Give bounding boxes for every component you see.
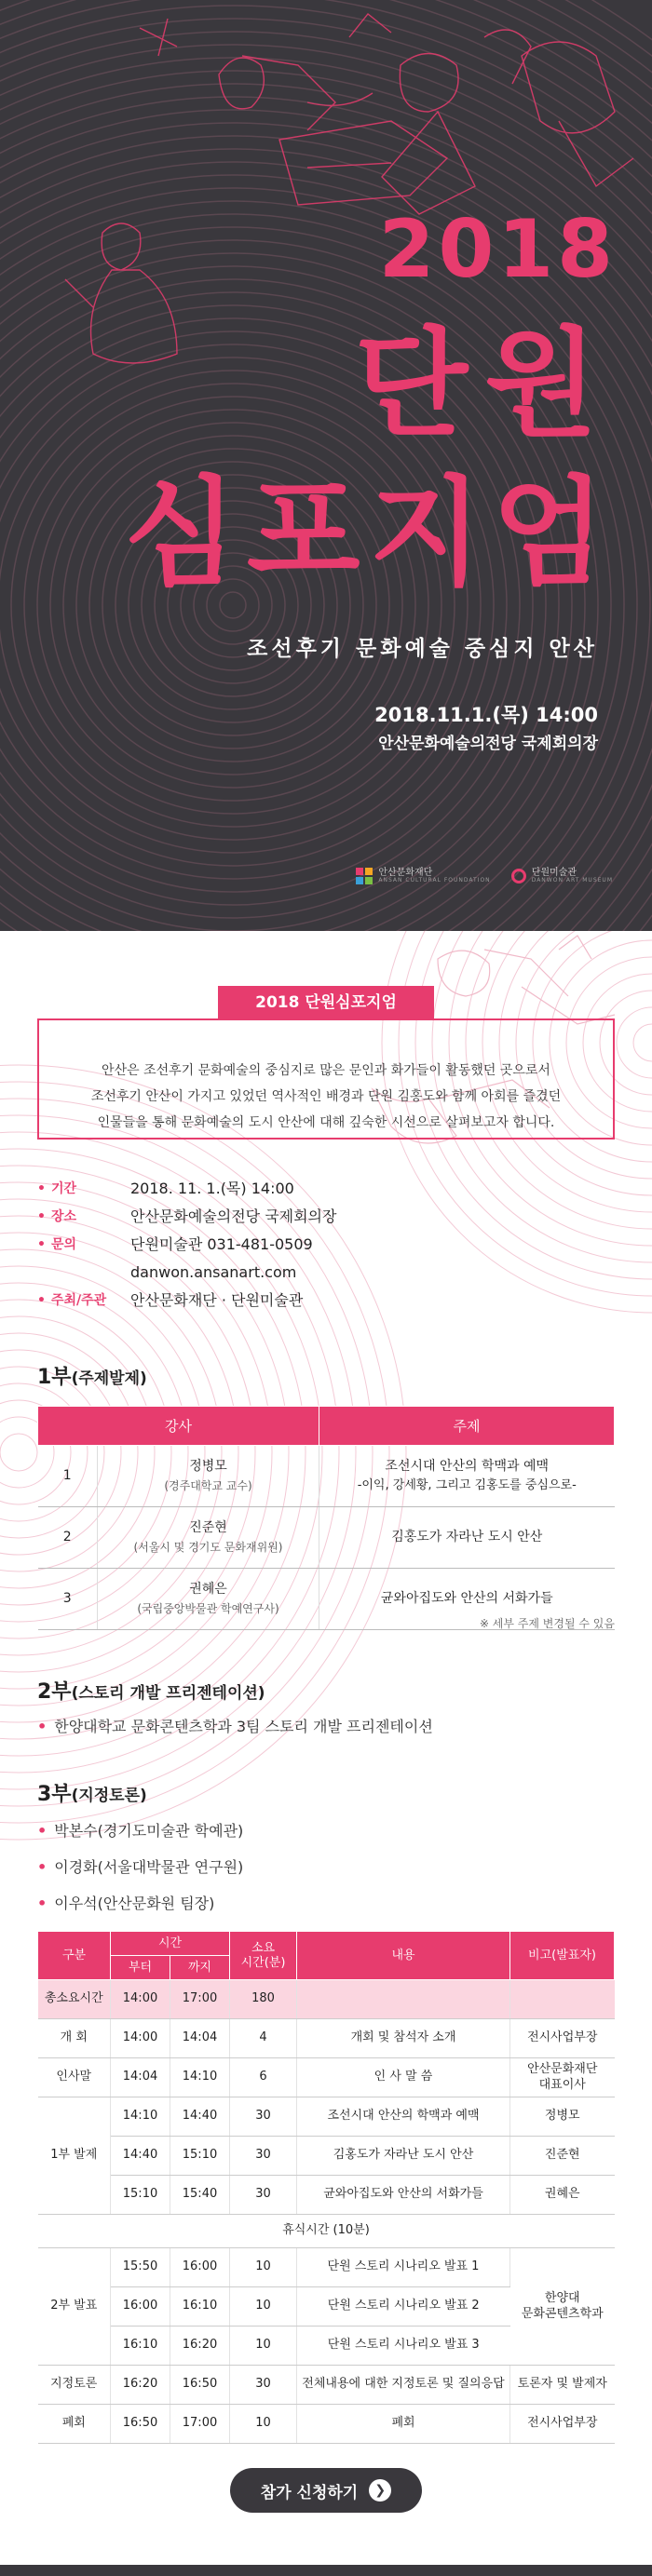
- bullet-icon: •: [37, 1718, 48, 1735]
- bullet-icon: •: [37, 1209, 46, 1224]
- note-line1: 한양대: [544, 2290, 580, 2305]
- col-topic: 주제: [319, 1407, 615, 1446]
- cell: 16:20: [170, 2326, 230, 2366]
- cell: 균와아집도와 안산의 서화가들: [297, 2176, 510, 2215]
- cell: [510, 2058, 615, 2097]
- cell: 14:10: [170, 2058, 230, 2097]
- topic: 조선시대 안산의 학맥과 예맥: [385, 1459, 550, 1475]
- topic-sub: -이익, 강세황, 그리고 김홍도를 중심으로-: [357, 1478, 577, 1493]
- intro-line2: 조선후기 안산이 가지고 있었던 역사적인 배경과 단원 김홍도와 함께 아회를 즐겼던: [90, 1089, 562, 1104]
- hero-venue: 안산문화예술의전당 국제회의장: [378, 735, 598, 753]
- info-row-website: [37, 1259, 615, 1287]
- cell: 10: [230, 2287, 297, 2326]
- cell: 전시사업부장: [510, 2019, 615, 2058]
- part1-table: [37, 1406, 615, 1630]
- intro-title: 2018 단원심포지엄: [218, 986, 434, 1019]
- cell: 15:40: [170, 2176, 230, 2215]
- cell: 폐회: [38, 2405, 111, 2444]
- info-value-date: 2018. 11. 1.(목) 14:00: [130, 1180, 294, 1197]
- table-row: [38, 2405, 615, 2444]
- cell: 17:00: [170, 1980, 230, 2019]
- part3-subtitle: (지정토론): [71, 1787, 147, 1805]
- note-line2: 문화콘텐츠학과: [521, 2306, 604, 2321]
- cell: 4: [230, 2019, 297, 2058]
- cell: 2부 발표: [38, 2248, 111, 2366]
- cell: 15:50: [111, 2248, 170, 2287]
- cell: 단원 스토리 시나리오 발표 2: [297, 2287, 510, 2326]
- cell: 김홍도가 자라난 도시 안산: [297, 2137, 510, 2176]
- bullet-icon: •: [37, 1858, 48, 1876]
- cell: 단원 스토리 시나리오 발표 3: [297, 2326, 510, 2366]
- ansan-foundation-logo: [356, 868, 490, 884]
- speaker-name: 진준현: [189, 1519, 227, 1535]
- part3-item: [37, 1855, 243, 1877]
- table-row: [38, 1507, 615, 1569]
- hero-subtitle: 조선후기 문화예술 중심지 안산: [247, 637, 598, 661]
- cell: 폐회: [297, 2405, 510, 2444]
- cell: 14:00: [111, 1980, 170, 2019]
- apply-button-label: 참가 신청하기: [260, 2483, 359, 2502]
- cell: [297, 1980, 510, 2019]
- col-note: 비고(발표자): [510, 1932, 615, 1980]
- table-row: [38, 2019, 615, 2058]
- table-row: [38, 2097, 615, 2137]
- footer-band: [0, 2565, 652, 2576]
- cell: 권혜은: [510, 2176, 615, 2215]
- speaker-name: 권혜은: [189, 1581, 227, 1597]
- cell: 15:10: [170, 2137, 230, 2176]
- info-label-date: 기간: [50, 1181, 77, 1196]
- speaker-aff: (국립중앙박물관 학예연구사): [137, 1601, 279, 1615]
- cell: 전시사업부장: [510, 2405, 615, 2444]
- hero-date: 2018.11.1.(목) 14:00: [374, 704, 598, 726]
- logo1-name: 안산문화재단: [378, 868, 433, 879]
- part2-item: [37, 1715, 433, 1736]
- cell: 14:40: [170, 2097, 230, 2137]
- col-duration: [230, 1932, 297, 1980]
- cell: 16:50: [111, 2405, 170, 2444]
- part3-item: [37, 1892, 214, 1913]
- table-row: [38, 2058, 615, 2097]
- cell: 단원 스토리 시나리오 발표 1: [297, 2248, 510, 2287]
- intro-line3: 인물들을 통해 문화예술의 도시 안산에 대해 깊숙한 시선으로 살펴보고자 합니다.: [97, 1115, 555, 1130]
- intro-box: [37, 1018, 615, 1140]
- part2-title: 2부: [37, 1680, 72, 1704]
- part3-item-text: 박본수(경기도미술관 학예관): [54, 1822, 244, 1840]
- info-row-place: [37, 1203, 615, 1231]
- cell: [510, 2248, 615, 2366]
- cell: 30: [230, 2366, 297, 2405]
- cell: 15:10: [111, 2176, 170, 2215]
- speaker-aff: (서울시 및 경기도 문화재위원): [133, 1540, 283, 1554]
- part3-item: [37, 1819, 243, 1841]
- cell: 30: [230, 2097, 297, 2137]
- logo2-sub: DANWON ART MUSEUM: [531, 877, 613, 884]
- table-row-break: [38, 2215, 615, 2248]
- danwon-museum-logo: [511, 868, 613, 884]
- info-label-place: 장소: [50, 1209, 77, 1224]
- cell: 인사말: [38, 2058, 111, 2097]
- cell: 10: [230, 2248, 297, 2287]
- cell: 휴식시간 (10분): [38, 2215, 615, 2248]
- part3-item-text: 이경화(서울대박물관 연구원): [54, 1858, 244, 1876]
- part2-subtitle: (스토리 개발 프리젠테이션): [71, 1684, 265, 1703]
- info-website-link[interactable]: danwon.ansanart.com: [130, 1263, 297, 1281]
- cell: 전체내용에 대한 지정토론 및 질의응답: [297, 2366, 510, 2405]
- cell: 인 사 말 씀: [297, 2058, 510, 2097]
- cell: 토론자 및 발제자: [510, 2366, 615, 2405]
- part2-heading: [37, 1676, 265, 1705]
- cell: 6: [230, 2058, 297, 2097]
- part1-title: 1부: [37, 1366, 72, 1389]
- cell: 16:10: [111, 2326, 170, 2366]
- foundation-mark-icon: [356, 868, 373, 884]
- logo1-sub: ANSAN CULTURAL FOUNDATION: [378, 877, 491, 884]
- speaker-name: 정병모: [189, 1458, 227, 1474]
- cell: 조선시대 안산의 학맥과 예맥: [297, 2097, 510, 2137]
- cell: 16:10: [170, 2287, 230, 2326]
- bullet-icon: •: [37, 1237, 46, 1252]
- table-row: [38, 2176, 615, 2215]
- info-label-host: 주최/주관: [50, 1293, 107, 1308]
- cell: 개회 및 참석자 소개: [297, 2019, 510, 2058]
- cell: 10: [230, 2405, 297, 2444]
- sponsor-logos: [356, 868, 613, 884]
- cell: 14:00: [111, 2019, 170, 2058]
- info-value-contact: 단원미술관 031-481-0509: [130, 1235, 313, 1253]
- apply-button[interactable]: [230, 2468, 422, 2513]
- table-row: [38, 2248, 615, 2287]
- part1-subtitle: (주제발제): [71, 1369, 147, 1388]
- cell: 180: [230, 1980, 297, 2019]
- col-division: 구분: [38, 1932, 111, 1980]
- part1-heading: [37, 1361, 147, 1390]
- cell: 16:50: [170, 2366, 230, 2405]
- cell: 정병모: [510, 2097, 615, 2137]
- hero-title-line2: 심포지엄: [124, 465, 615, 601]
- cell: 1부 발제: [38, 2097, 111, 2215]
- speaker-aff: (경주대학교 교수): [164, 1478, 252, 1492]
- cell: 16:00: [170, 2248, 230, 2287]
- cell: 14:10: [111, 2097, 170, 2137]
- info-value-place: 안산문화예술의전당 국제회의장: [130, 1207, 337, 1225]
- note-line1: 안산문화재단: [527, 2061, 598, 2076]
- col-time: 시간: [111, 1932, 230, 1956]
- museum-mark-icon: [511, 869, 526, 883]
- table-row: [38, 1446, 615, 1507]
- cell: 총소요시간: [38, 1980, 111, 2019]
- cell: 16:20: [111, 2366, 170, 2405]
- info-row-date: [37, 1175, 615, 1203]
- row-no: 3: [38, 1569, 98, 1630]
- col-duration-2: 시간(분): [240, 1955, 286, 1970]
- cell: 16:00: [111, 2287, 170, 2326]
- cell: 14:40: [111, 2137, 170, 2176]
- hero-banner: [0, 0, 652, 931]
- part2-item-text: 한양대학교 문화콘텐츠학과 3팀 스토리 개발 프리젠테이션: [54, 1718, 433, 1735]
- cell: [510, 1980, 615, 2019]
- cell: 14:04: [170, 2019, 230, 2058]
- hero-year: 2018: [378, 203, 617, 296]
- col-to: 까지: [170, 1956, 230, 1980]
- cell: 17:00: [170, 2405, 230, 2444]
- part3-heading: [37, 1778, 147, 1807]
- topic: 김홍도가 자라난 도시 안산: [319, 1507, 615, 1569]
- note-line2: 대표이사: [538, 2077, 586, 2092]
- arrow-right-icon: ❯: [369, 2479, 391, 2502]
- cell: 30: [230, 2137, 297, 2176]
- bullet-icon: •: [37, 1822, 48, 1840]
- bullet-icon: •: [37, 1895, 48, 1912]
- part3-title: 3부: [37, 1783, 72, 1806]
- row-no: 1: [38, 1446, 98, 1507]
- cell: 진준현: [510, 2137, 615, 2176]
- part3-item-text: 이우석(안산문화원 팀장): [54, 1895, 215, 1912]
- schedule-table: [37, 1931, 615, 2444]
- cell: 개 회: [38, 2019, 111, 2058]
- table-row: [38, 2137, 615, 2176]
- col-speaker: 강사: [38, 1407, 319, 1446]
- topic: 균와아집도와 안산의 서화가들: [319, 1569, 615, 1630]
- info-row-contact: [37, 1231, 615, 1259]
- info-value-host: 안산문화재단 · 단원미술관: [130, 1291, 304, 1309]
- table-row: [38, 2366, 615, 2405]
- intro-line1: 안산은 조선후기 문화예술의 중심지로 많은 문인과 화가들이 활동했던 곳으로서: [102, 1063, 550, 1078]
- bullet-icon: •: [37, 1181, 46, 1196]
- cell: 지정토론: [38, 2366, 111, 2405]
- logo2-name: 단원미술관: [531, 868, 577, 879]
- cell: 30: [230, 2176, 297, 2215]
- cell: 14:04: [111, 2058, 170, 2097]
- cell: 10: [230, 2326, 297, 2366]
- col-duration-1: 소요: [251, 1940, 276, 1955]
- info-label-contact: 문의: [50, 1237, 77, 1252]
- event-info: [37, 1175, 615, 1315]
- row-no: 2: [38, 1507, 98, 1569]
- hero-title-line1: 단원: [354, 316, 615, 452]
- col-from: 부터: [111, 1956, 170, 1980]
- bullet-icon: •: [37, 1293, 46, 1308]
- table-row-total: [38, 1980, 615, 2019]
- info-row-host: [37, 1287, 615, 1315]
- topic-change-note: ※ 세부 주제 변경될 수 있음: [479, 1617, 615, 1630]
- col-content: 내용: [297, 1932, 510, 1980]
